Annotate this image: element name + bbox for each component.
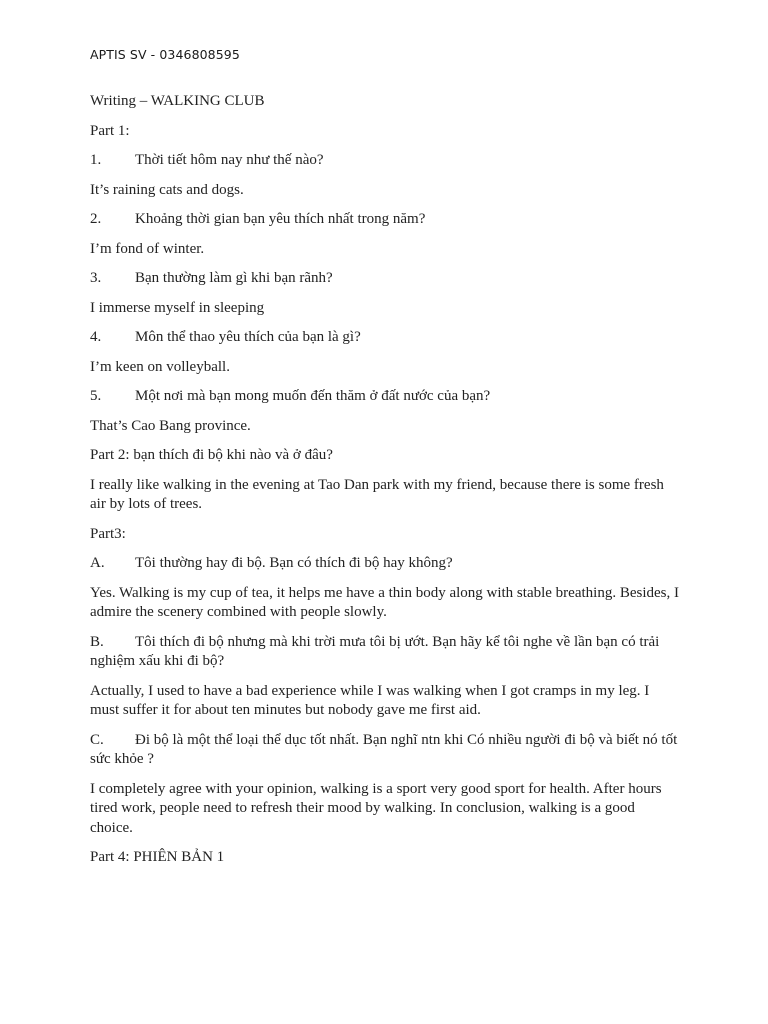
- part1-answer-3: I immerse myself in sleeping: [90, 299, 265, 316]
- question-number: 4.: [90, 329, 102, 345]
- part3-question-c: [90, 731, 680, 770]
- question-text: Khoảng thời gian bạn yêu thích nhất trong năm?: [135, 211, 426, 227]
- part1-answer-4: I’m keen on volleyball.: [90, 358, 230, 375]
- part1-label: Part 1:: [90, 122, 130, 139]
- part3-question-a: [90, 554, 680, 574]
- question-number: 1.: [90, 152, 102, 168]
- question-number: C.: [90, 731, 104, 748]
- part1-question-2: [90, 210, 680, 230]
- part1-answer-2: I’m fond of winter.: [90, 240, 205, 257]
- part2-label: Part 2: bạn thích đi bộ khi nào và ở đâu?: [90, 447, 333, 463]
- question-number: 3.: [90, 270, 102, 286]
- question-text: Thời tiết hôm nay như thế nào?: [135, 152, 324, 168]
- part3-answer-c: I completely agree with your opinion, walking is a sport very good sport for health. After hours tired work, people need to refresh their mood by walking. In conclusion, walking is a good choice.: [90, 780, 662, 836]
- part3-label: Part3:: [90, 525, 126, 542]
- part2-answer: I really like walking in the evening at Tao Dan park with my friend, because there is some fresh air by lots of trees.: [90, 476, 664, 512]
- part1-question-4: [90, 328, 680, 348]
- part1-question-3: [90, 269, 680, 289]
- question-number: 2.: [90, 211, 102, 227]
- document-body: [90, 92, 680, 878]
- document-title: Writing – WALKING CLUB: [90, 93, 265, 109]
- question-text: Tôi thích đi bộ nhưng mà khi trời mưa tôi bị ướt. Bạn hãy kể tôi nghe về lần bạn có trải nghiệm xấu khi đi bộ?: [90, 633, 660, 669]
- question-text: Bạn thường làm gì khi bạn rãnh?: [135, 270, 333, 286]
- part1-answer-1: It’s raining cats and dogs.: [90, 181, 244, 198]
- question-number: A.: [90, 555, 105, 571]
- part1-answer-5: That’s Cao Bang province.: [90, 417, 251, 434]
- part4-label: Part 4: PHIÊN BẢN 1: [90, 849, 225, 865]
- question-number: B.: [90, 633, 104, 650]
- question-text: Tôi thường hay đi bộ. Bạn có thích đi bộ hay không?: [135, 555, 453, 571]
- part3-answer-b: Actually, I used to have a bad experience while I was walking when I got cramps in my leg. I must suffer it for about ten minutes but nobody gave me first aid.: [90, 682, 650, 718]
- page-header: APTIS SV - 0346808595: [90, 47, 240, 62]
- question-text: Môn thể thao yêu thích của bạn là gì?: [135, 329, 361, 345]
- part1-question-1: [90, 151, 680, 171]
- part3-question-b: [90, 633, 680, 672]
- question-text: Đi bộ là một thể loại thể dục tốt nhất. Bạn nghĩ ntn khi Có nhiều người đi bộ và biết nó tốt sức khỏe ?: [90, 731, 678, 767]
- part3-answer-a: Yes. Walking is my cup of tea, it helps me have a thin body along with stable breathing. Besides, I admire the scenery combined with people slowly.: [90, 584, 679, 620]
- question-text: Một nơi mà bạn mong muốn đến thăm ở đất nước của bạn?: [135, 388, 491, 404]
- part1-question-5: [90, 387, 680, 407]
- question-number: 5.: [90, 388, 102, 404]
